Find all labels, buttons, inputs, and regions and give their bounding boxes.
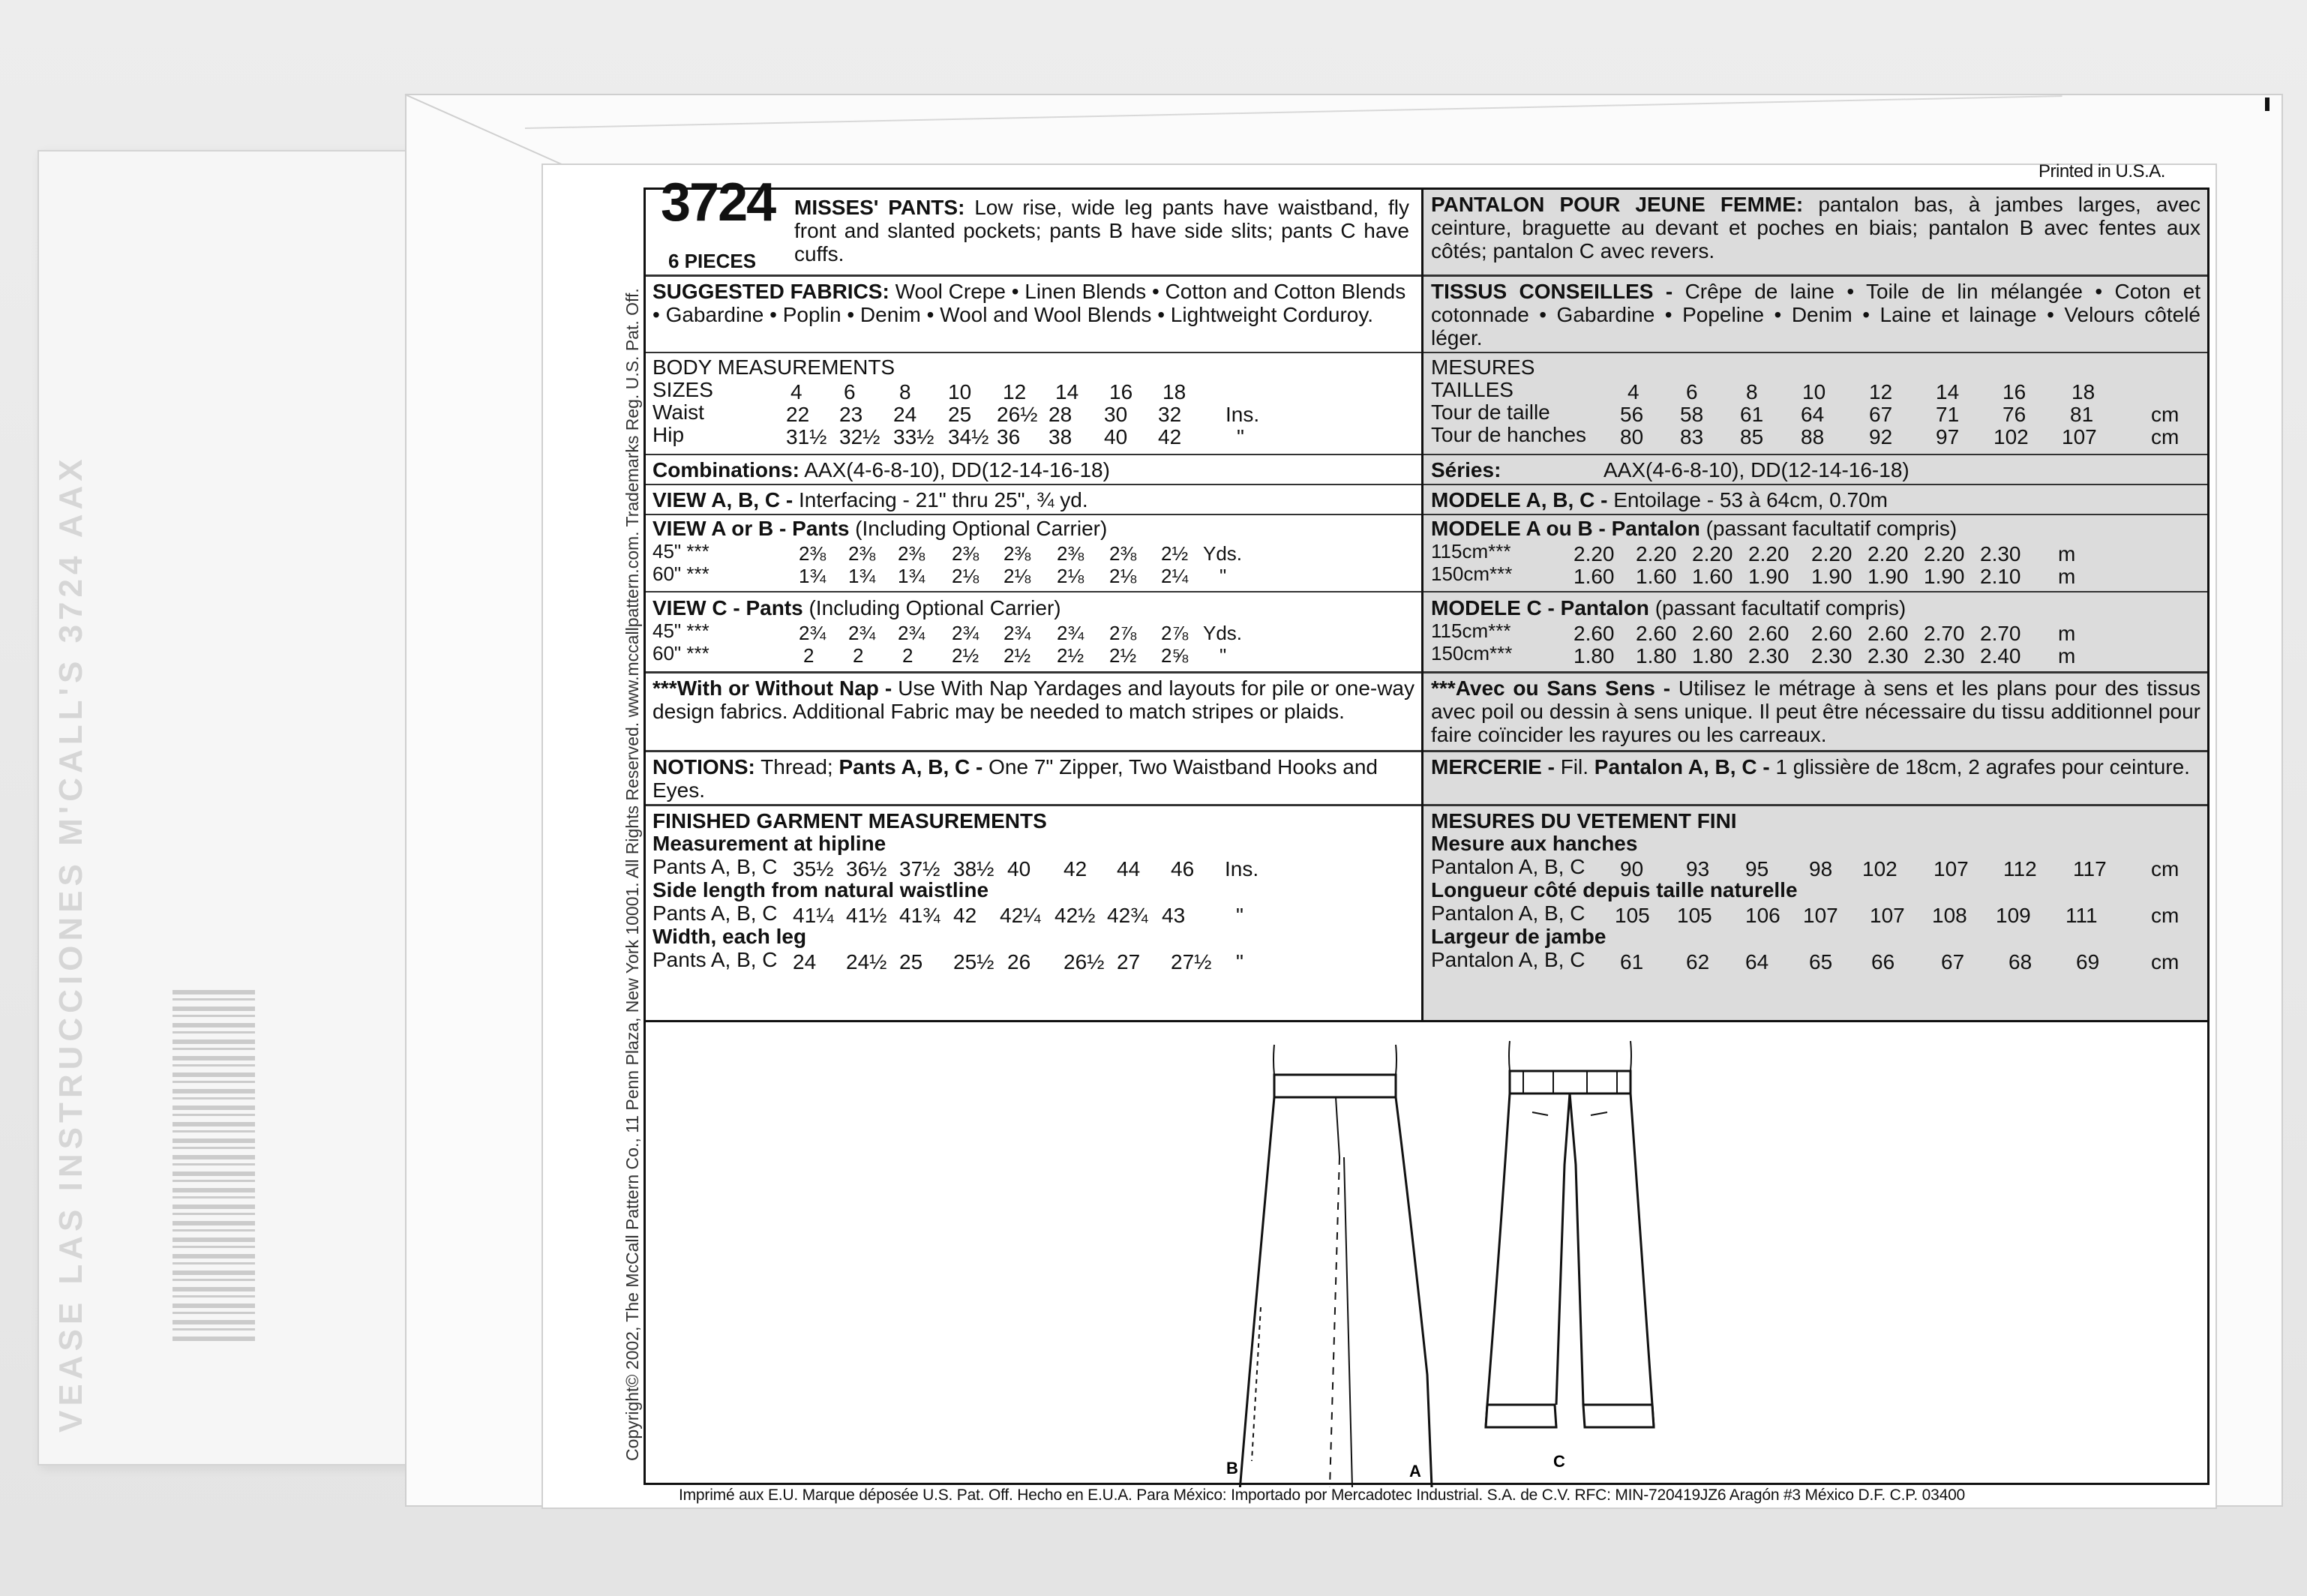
finished-value: 44: [1117, 857, 1141, 880]
hip-value: 34½: [948, 425, 989, 448]
size-value: 12: [1869, 380, 1893, 404]
finished-unit: ": [1236, 904, 1244, 927]
yardage-unit: ": [1220, 644, 1227, 667]
fabric-width-label: 45" ***: [652, 620, 710, 642]
finished-value: 117: [2073, 857, 2107, 880]
size-value: 16: [1109, 380, 1133, 404]
fr-sizes-label: TAILLES: [1431, 378, 1514, 401]
notions-pants-label: Pants A, B, C -: [838, 755, 983, 778]
view-c-label: VIEW C - Pants: [652, 596, 803, 620]
combinations-label: Combinations:: [652, 458, 800, 482]
fr-pants-label: Pantalon A, B, C: [1431, 902, 1586, 925]
yardage-value: 2⅞: [1161, 622, 1189, 644]
yardage-value: 2: [902, 644, 914, 667]
fr-fabrics-section: [1424, 277, 2207, 353]
finished-value: 69: [2076, 950, 2100, 974]
body-title: BODY MEASUREMENTS: [652, 356, 896, 379]
yardage-value: 2: [853, 644, 864, 667]
fr-mercerie-label: MERCERIE -: [1431, 755, 1555, 778]
yardage-value: 1.90: [1811, 565, 1852, 588]
notions-section: [646, 752, 1421, 806]
fr-body-title: MESURES: [1431, 356, 1535, 379]
yardage-value: 1¾: [848, 565, 876, 587]
yardage-unit: m: [2058, 644, 2076, 668]
pants-label: Pants A, B, C: [652, 855, 778, 878]
size-value: 8: [899, 380, 911, 404]
size-value: 10: [1802, 380, 1826, 404]
yardage-value: 2.40: [1980, 644, 2021, 668]
waist-value: 25: [948, 403, 972, 426]
yardage-value: 2.60: [1811, 622, 1852, 645]
finished-value: 37½: [899, 857, 940, 880]
finished-unit: Ins.: [1225, 857, 1259, 880]
finished-value: 42½: [1054, 904, 1096, 927]
hip-value: 88: [1801, 425, 1825, 448]
fr-modele-c-section: [1424, 592, 2207, 674]
yardage-value: 2⅜: [1109, 542, 1137, 565]
fabric-width-label: 150cm***: [1431, 642, 1513, 664]
flap-text-size: AAX: [52, 454, 89, 538]
description: [794, 196, 1409, 266]
yardage-value: 2¾: [898, 622, 926, 644]
hip-value: 36: [997, 425, 1021, 448]
finished-value: 66: [1871, 950, 1895, 974]
finished-value: 105: [1615, 904, 1650, 927]
size-value: 6: [1686, 380, 1698, 404]
finished-value: 41½: [846, 904, 887, 927]
waist-value: 24: [893, 403, 917, 426]
yardage-unit: Yds.: [1203, 622, 1243, 644]
fr-fabrics-text: Crêpe de laine • Toile de lin mélangée • Coton et cotonnade • Gabardine • Popeline • Denim • Laine et lainage • Velours côtelé léger.: [1431, 280, 2201, 350]
yardage-value: 2⅛: [1057, 565, 1084, 587]
sizes-label: SIZES: [652, 378, 713, 401]
fr-hip-label: Tour de hanches: [1431, 423, 1587, 446]
finished-value: 68: [2008, 950, 2032, 974]
fr-pants-label: Pantalon A, B, C: [1431, 855, 1586, 878]
yardage-value: 2.20: [1924, 542, 1965, 566]
finished-value: 41¼: [793, 904, 834, 927]
finished-value: 108: [1932, 904, 1967, 927]
hip-value: 31½: [786, 425, 827, 448]
yardage-value: 2⅜: [1057, 542, 1084, 565]
fr-mercerie-thread: Fil.: [1560, 755, 1589, 778]
size-value: 10: [948, 380, 972, 404]
yardage-value: 2.60: [1692, 622, 1733, 645]
yardage-value: 2⅜: [799, 542, 826, 565]
waist-value: 23: [839, 403, 863, 426]
yardage-value: 2.20: [1811, 542, 1852, 566]
yardage-value: 1.80: [1574, 644, 1615, 668]
yardage-value: 1.60: [1574, 565, 1615, 588]
yardage-value: 2⅜: [848, 542, 876, 565]
finished-value: 36½: [846, 857, 887, 880]
front-pants-drawing: [1234, 1045, 1435, 1487]
hip-value: 40: [1104, 425, 1128, 448]
fr-length-heading: Longueur côté depuis taille naturelle: [1431, 878, 1798, 902]
yardage-value: 2: [803, 644, 814, 667]
yardage-value: 2¾: [1057, 622, 1084, 644]
fr-series-text: AAX(4-6-8-10), DD(12-14-16-18): [1604, 458, 1910, 482]
fr-modele-c-label: MODELE C - Pantalon: [1431, 596, 1649, 620]
waist-value: 28: [1048, 403, 1072, 426]
yardage-unit: m: [2058, 542, 2076, 566]
yardage-value: 2.60: [1574, 622, 1615, 645]
finished-value: 62: [1686, 950, 1710, 974]
fr-description-section: [1424, 190, 2207, 277]
waist-value: 58: [1680, 403, 1704, 426]
hip-value: 42: [1158, 425, 1182, 448]
combinations-text: AAX(4-6-8-10), DD(12-14-16-18): [804, 458, 1110, 482]
finished-value: 106: [1745, 904, 1780, 927]
yardage-unit: m: [2058, 565, 2076, 588]
pants-label: Pants A, B, C: [652, 948, 778, 971]
finished-value: 107: [1803, 904, 1838, 927]
finished-value: 27: [1117, 950, 1141, 974]
finished-value: 24: [793, 950, 817, 974]
scan-edge-mark: [2265, 98, 2270, 111]
fr-modele-abc-section: [1424, 485, 2207, 515]
pattern-info-table: [644, 172, 2210, 1485]
hip-value: 85: [1740, 425, 1764, 448]
finished-value: 65: [1809, 950, 1833, 974]
finished-value: 95: [1745, 857, 1769, 880]
size-value: 18: [1162, 380, 1186, 404]
hip-value: 33½: [893, 425, 934, 448]
finished-unit: cm: [2151, 904, 2180, 927]
finished-value: 27½: [1171, 950, 1212, 974]
flap-text-brand: M'CALL'S: [52, 656, 89, 846]
finished-value: 26½: [1064, 950, 1105, 974]
view-abc-text: Interfacing - 21" thru 25", ¾ yd.: [798, 488, 1088, 512]
fabrics-label: SUGGESTED FABRICS:: [652, 280, 890, 303]
yardage-value: 2.20: [1636, 542, 1677, 566]
finished-value: 109: [1996, 904, 2031, 927]
finished-title: FINISHED GARMENT MEASUREMENTS: [652, 809, 1047, 832]
yardage-value: 2⅛: [952, 565, 980, 587]
yardage-value: 2.60: [1868, 622, 1909, 645]
fr-mercerie-section: [1424, 752, 2207, 806]
size-value: 4: [1628, 380, 1640, 404]
fr-modele-ab-section: [1424, 515, 2207, 592]
fr-waist-label: Tour de taille: [1431, 400, 1550, 424]
finished-value: 90: [1620, 857, 1644, 880]
size-value: 14: [1055, 380, 1079, 404]
finished-value: 24½: [846, 950, 887, 974]
finished-value: 42: [1064, 857, 1088, 880]
fr-modele-ab-label: MODELE A ou B - Pantalon: [1431, 517, 1700, 540]
fr-finished-section: [1424, 806, 2207, 1020]
hip-value: 38: [1048, 425, 1072, 448]
finished-value: 46: [1171, 857, 1195, 880]
footer-legal-text: Imprimé aux E.U. Marque déposée U.S. Pat. Off. Hecho en E.U.A. Para México: Importado por Mercadotec Industrial. S.A. de C.V. RFC: MIN-720419JZ6 Aragón #3 México D.F. C.P. 03400: [679, 1486, 1966, 1504]
finished-value: 64: [1745, 950, 1769, 974]
yardage-value: 2½: [1109, 644, 1137, 667]
waist-unit: cm: [2151, 403, 2180, 426]
fr-modele-c-note: (passant facultatif compris): [1654, 596, 1906, 620]
back-pants-drawing: [1486, 1041, 1654, 1427]
yardage-value: 2.10: [1980, 565, 2021, 588]
fr-description-label: PANTALON POUR JEUNE FEMME:: [1431, 193, 1804, 216]
yardage-unit: m: [2058, 622, 2076, 645]
hip-value: 80: [1620, 425, 1644, 448]
yardage-value: 2¼: [1161, 565, 1189, 587]
hip-label: Hip: [652, 423, 685, 446]
yardage-value: 2½: [952, 644, 980, 667]
waist-label: Waist: [652, 400, 704, 424]
yardage-value: 1.60: [1692, 565, 1733, 588]
waist-value: 30: [1104, 403, 1128, 426]
view-ab-label: VIEW A or B - Pants: [652, 517, 850, 540]
pattern-number: 3724: [661, 172, 776, 232]
finished-value: 26: [1007, 950, 1031, 974]
fr-finished-title: MESURES DU VETEMENT FINI: [1431, 809, 1737, 832]
finished-value: 105: [1677, 904, 1712, 927]
yardage-value: 2⅝: [1161, 644, 1189, 667]
view-a-label: A: [1409, 1462, 1421, 1480]
waist-value: 67: [1869, 403, 1893, 426]
description-text: Low rise, wide leg pants have waistband, fly front and slanted pockets; pants B have side slits; pants C have cuffs.: [794, 196, 1410, 266]
finished-value: 38½: [953, 857, 994, 880]
yardage-value: 2.30: [1868, 644, 1909, 668]
yardage-unit: ": [1220, 565, 1227, 587]
hip-unit: ": [1237, 425, 1244, 448]
finished-unit: cm: [2151, 950, 2180, 974]
fabrics-text: Wool Crepe • Linen Blends • Cotton and Cotton Blends • Gabardine • Poplin • Denim • Wool and Wool Blends • Lightweight Corduroy.: [652, 280, 1406, 326]
fr-nap-label: ***Avec ou Sans Sens -: [1431, 676, 1671, 700]
finished-unit: ": [1236, 950, 1244, 974]
view-c-label: C: [1553, 1452, 1565, 1471]
view-abc-section: [646, 485, 1421, 515]
finished-value: 42¼: [1000, 904, 1041, 927]
view-c-note: (Including Optional Carrier): [808, 596, 1061, 620]
yardage-value: 2⅛: [1004, 565, 1031, 587]
fr-modele-ab-note: (passant facultatif compris): [1706, 517, 1958, 540]
finished-value: 67: [1941, 950, 1965, 974]
yardage-value: 2½: [1161, 542, 1189, 565]
nap-section: [646, 674, 1421, 752]
size-value: 16: [2002, 380, 2026, 404]
hip-value: 83: [1680, 425, 1704, 448]
waist-value: 76: [2002, 403, 2026, 426]
fr-modele-abc-text: Entoilage - 53 à 64cm, 0.70m: [1613, 488, 1888, 512]
fabric-width-label: 150cm***: [1431, 562, 1513, 585]
finished-value: 35½: [793, 857, 834, 880]
waist-value: 61: [1740, 403, 1764, 426]
fabrics-section: [646, 277, 1421, 353]
finished-unit: cm: [2151, 857, 2180, 880]
nap-text: Use With Nap Yardages and layouts for pile or one-way design fabrics. Additional Fabric may be needed to match stripes or plaids.: [652, 676, 1415, 723]
finished-value: 107: [1934, 857, 1969, 880]
yardage-value: 2.30: [1980, 542, 2021, 566]
combinations-section: [646, 455, 1421, 485]
size-value: 8: [1746, 380, 1758, 404]
finished-value: 40: [1007, 857, 1031, 880]
waist-unit: Ins.: [1226, 403, 1260, 426]
width-leg-heading: Width, each leg: [652, 925, 807, 948]
piece-count: 6 PIECES: [668, 250, 757, 272]
yardage-value: 2⅞: [1109, 622, 1137, 644]
fr-modele-abc-label: MODELE A, B, C -: [1431, 488, 1608, 512]
yardage-value: 2.20: [1748, 542, 1790, 566]
french-column: [1424, 190, 2207, 1020]
hip-unit: cm: [2151, 425, 2180, 448]
hip-value: 92: [1869, 425, 1893, 448]
yardage-value: 2½: [1057, 644, 1084, 667]
hip-value: 102: [1994, 425, 2029, 448]
yardage-value: 2.20: [1692, 542, 1733, 566]
description-label: MISSES' PANTS:: [794, 196, 965, 219]
waist-value: 26½: [997, 403, 1038, 426]
finished-value: 43: [1162, 904, 1186, 927]
finished-value: 42¾: [1107, 904, 1148, 927]
fr-description-text: pantalon bas, à jambes larges, avec ceinture, braguette au devant et poches en biais; pantalon B avec fentes aux côtés; pantalon C avec revers.: [1431, 193, 2200, 262]
view-ab-section: [646, 515, 1421, 592]
waist-value: 32: [1158, 403, 1182, 426]
copyright-text: Copyright© 2002, The McCall Pattern Co., 11 Penn Plaza, New York 10001. All Rights Reserved. www.mccallpattern.com. Trademarks Reg. U.S. Pat. Off.: [622, 288, 642, 1461]
waist-value: 71: [1936, 403, 1960, 426]
yardage-value: 2.30: [1748, 644, 1790, 668]
yardage-value: 2⅜: [898, 542, 926, 565]
view-abc-label: VIEW A, B, C -: [652, 488, 794, 512]
notions-label: NOTIONS:: [652, 755, 755, 778]
fr-width-heading: Largeur de jambe: [1431, 925, 1606, 948]
printed-location: Printed in U.S.A.: [2038, 161, 2165, 182]
yardage-unit: Yds.: [1203, 542, 1243, 565]
yardage-value: 2⅜: [952, 542, 980, 565]
yardage-value: 1.90: [1868, 565, 1909, 588]
finished-value: 25½: [953, 950, 994, 974]
flap-text-number: 3724: [52, 551, 89, 644]
pants-label: Pants A, B, C: [652, 902, 778, 925]
waist-value: 22: [786, 403, 810, 426]
flap-text-instructions: VEASE LAS INSTRUCCIONES: [52, 860, 89, 1432]
yardage-value: 1.80: [1692, 644, 1733, 668]
size-value: 6: [844, 380, 856, 404]
yardage-value: 2⅛: [1109, 565, 1137, 587]
sizes-row: [652, 378, 713, 401]
size-value: 18: [2072, 380, 2096, 404]
finished-value: 93: [1686, 857, 1710, 880]
yardage-value: 2¾: [952, 622, 980, 644]
barcode-icon: [172, 990, 255, 1342]
size-value: 14: [1936, 380, 1960, 404]
fr-nap-section: [1424, 674, 2207, 752]
fabric-width-label: 115cm***: [1431, 540, 1511, 562]
yardage-value: 2.30: [1811, 644, 1852, 668]
yardage-value: 2½: [1004, 644, 1031, 667]
yardage-value: 2.20: [1868, 542, 1909, 566]
yardage-value: 2¾: [1004, 622, 1031, 644]
size-value: 4: [790, 380, 802, 404]
waist-value: 56: [1620, 403, 1644, 426]
finished-value: 112: [2003, 857, 2037, 880]
waist-value: 81: [2070, 403, 2094, 426]
yardage-value: 1.80: [1636, 644, 1677, 668]
yardage-value: 1¾: [898, 565, 926, 587]
yardage-value: 2⅜: [1004, 542, 1031, 565]
yardage-value: 1¾: [799, 565, 826, 587]
fabric-width-label: 45" ***: [652, 540, 710, 562]
yardage-value: 2.70: [1980, 622, 2021, 645]
yardage-value: 2.30: [1924, 644, 1965, 668]
finished-value: 111: [2066, 904, 2098, 927]
size-value: 12: [1003, 380, 1027, 404]
fr-series-section: [1424, 455, 2207, 485]
finished-value: 42: [953, 904, 977, 927]
fabric-width-label: 60" ***: [652, 562, 710, 585]
fr-hip-heading: Mesure aux hanches: [1431, 832, 1638, 855]
pants-technical-drawings: [646, 1022, 2207, 1487]
description-section: [646, 172, 1421, 277]
hip-value: 107: [2062, 425, 2097, 448]
fr-pants-label: Pantalon A, B, C: [1431, 948, 1586, 971]
finished-value: 107: [1870, 904, 1905, 927]
fr-mercerie-text: 1 glissière de 18cm, 2 agrafes pour ceinture.: [1775, 755, 2190, 778]
hip-value: 97: [1936, 425, 1960, 448]
view-ab-note: (Including Optional Carrier): [855, 517, 1108, 540]
finished-value: 102: [1862, 857, 1898, 880]
finished-value: 98: [1809, 857, 1833, 880]
fr-mercerie-pants-label: Pantalon A, B, C -: [1594, 755, 1770, 778]
fr-nap-text: Utilisez le métrage à sens et les plans pour des tissus avec poil ou dessin à sens unique. Il peut être nécessaire du tissu additionnel pour faire coïncider les rayures ou les carreaux.: [1431, 676, 2201, 746]
yardage-value: 2¾: [848, 622, 876, 644]
notions-thread: Thread;: [760, 755, 833, 778]
fr-body-measurements-section: [1424, 353, 2207, 455]
yardage-value: 2.60: [1636, 622, 1677, 645]
notions-text: One 7" Zipper, Two Waistband Hooks and Eyes.: [652, 755, 1378, 802]
yardage-value: 1.90: [1924, 565, 1965, 588]
yardage-value: 1.90: [1748, 565, 1790, 588]
finished-measurements-section: [646, 806, 1421, 1020]
hipline-heading: Measurement at hipline: [652, 832, 886, 855]
finished-value: 41¾: [899, 904, 940, 927]
fabric-width-label: 115cm***: [1431, 620, 1511, 642]
nap-label: ***With or Without Nap -: [652, 676, 892, 700]
fr-fabrics-label: TISSUS CONSEILLES -: [1431, 280, 1673, 303]
body-measurements-section: [646, 353, 1421, 455]
hip-value: 32½: [839, 425, 880, 448]
fr-series-label: Séries:: [1431, 458, 1502, 482]
finished-value: 25: [899, 950, 923, 974]
yardage-value: 2¾: [799, 622, 826, 644]
yardage-value: 2.60: [1748, 622, 1790, 645]
finished-value: 61: [1620, 950, 1644, 974]
fabric-width-label: 60" ***: [652, 642, 710, 664]
yardage-value: 2.70: [1924, 622, 1965, 645]
view-c-section: [646, 592, 1421, 674]
view-b-label: B: [1226, 1459, 1238, 1478]
yardage-value: 1.60: [1636, 565, 1677, 588]
waist-value: 64: [1801, 403, 1825, 426]
yardage-value: 2.20: [1574, 542, 1615, 566]
side-length-heading: Side length from natural waistline: [652, 878, 989, 902]
